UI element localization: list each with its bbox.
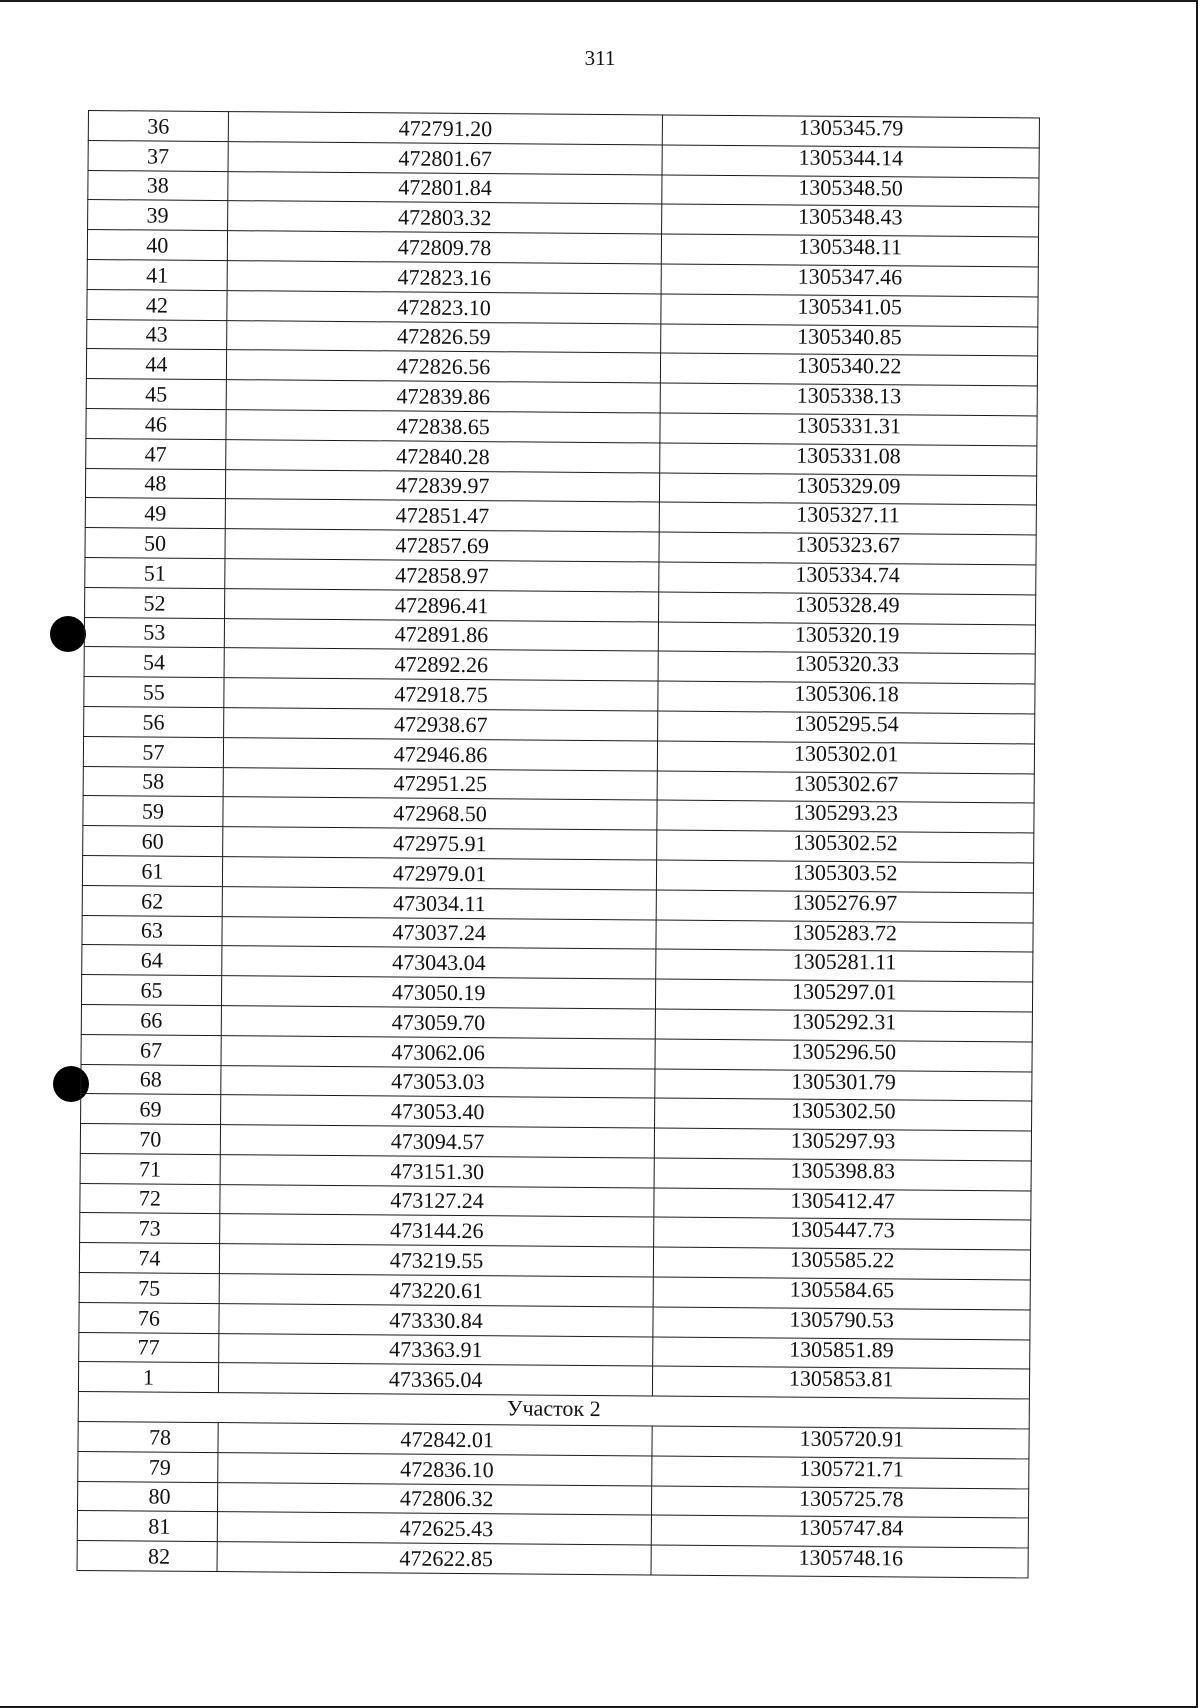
y-coordinate-cell: 1305323.67 — [659, 532, 1036, 565]
x-coordinate-cell: 472823.10 — [227, 290, 662, 323]
point-number-cell: 81 — [77, 1511, 217, 1542]
point-number-cell: 42 — [87, 289, 227, 320]
point-number-cell: 64 — [82, 945, 222, 976]
x-coordinate-cell: 473144.26 — [219, 1214, 654, 1247]
x-coordinate-cell: 473127.24 — [220, 1184, 655, 1217]
x-coordinate-cell: 473330.84 — [219, 1303, 654, 1336]
y-coordinate-cell: 1305281.11 — [656, 949, 1033, 982]
x-coordinate-cell: 473363.91 — [219, 1333, 654, 1366]
point-number-cell: 44 — [86, 349, 226, 380]
section-2-rows — [77, 1422, 1029, 1578]
y-coordinate-cell: 1305338.13 — [660, 383, 1037, 416]
point-number-cell: 78 — [78, 1422, 218, 1453]
point-number-cell: 63 — [82, 915, 222, 946]
point-number-cell: 66 — [81, 1004, 221, 1035]
x-coordinate-cell: 473151.30 — [220, 1154, 655, 1187]
point-number-cell: 50 — [85, 528, 225, 559]
y-coordinate-cell: 1305302.50 — [655, 1098, 1032, 1131]
x-coordinate-cell: 473062.06 — [221, 1035, 656, 1068]
x-coordinate-cell: 472840.28 — [226, 439, 661, 472]
point-number-cell: 80 — [77, 1481, 217, 1512]
y-coordinate-cell: 1305340.22 — [661, 353, 1038, 386]
x-coordinate-cell: 472826.59 — [226, 320, 661, 353]
point-number-cell: 39 — [88, 200, 228, 231]
y-coordinate-cell: 1305340.85 — [661, 324, 1038, 357]
x-coordinate-cell: 472896.41 — [224, 588, 659, 621]
y-coordinate-cell: 1305297.01 — [656, 979, 1033, 1012]
point-number-cell: 74 — [79, 1243, 219, 1274]
x-coordinate-cell: 472622.85 — [217, 1542, 652, 1575]
x-coordinate-cell: 473365.04 — [218, 1363, 653, 1396]
y-coordinate-cell: 1305334.74 — [659, 562, 1036, 595]
y-coordinate-cell: 1305301.79 — [655, 1068, 1032, 1101]
x-coordinate-cell: 472892.26 — [224, 648, 659, 681]
point-number-cell: 1 — [78, 1362, 218, 1393]
y-coordinate-cell: 1305412.47 — [654, 1188, 1031, 1221]
y-coordinate-cell: 1305341.05 — [661, 294, 1038, 327]
point-number-cell: 41 — [87, 259, 227, 290]
y-coordinate-cell: 1305720.91 — [652, 1426, 1029, 1459]
y-coordinate-cell: 1305328.49 — [659, 592, 1036, 625]
y-coordinate-cell: 1305302.67 — [657, 771, 1034, 804]
x-coordinate-cell: 472918.75 — [224, 678, 659, 711]
point-number-cell: 47 — [86, 438, 226, 469]
x-coordinate-cell: 472851.47 — [225, 499, 660, 532]
point-number-cell: 82 — [77, 1541, 217, 1572]
y-coordinate-cell: 1305302.01 — [658, 741, 1035, 774]
x-coordinate-cell: 473043.04 — [222, 946, 657, 979]
y-coordinate-cell: 1305296.50 — [655, 1039, 1032, 1072]
x-coordinate-cell: 472806.32 — [217, 1482, 652, 1515]
x-coordinate-cell: 472842.01 — [218, 1423, 653, 1456]
point-number-cell: 65 — [81, 975, 221, 1006]
coordinates-table — [77, 110, 1040, 1578]
y-coordinate-cell: 1305721.71 — [652, 1456, 1029, 1489]
point-number-cell: 62 — [82, 885, 222, 916]
y-coordinate-cell: 1305398.83 — [654, 1158, 1031, 1191]
y-coordinate-cell: 1305297.93 — [655, 1128, 1032, 1161]
y-coordinate-cell: 1305853.81 — [653, 1366, 1030, 1399]
x-coordinate-cell: 473034.11 — [222, 886, 657, 919]
x-coordinate-cell: 473053.03 — [221, 1065, 656, 1098]
x-coordinate-cell: 472968.50 — [223, 797, 658, 830]
x-coordinate-cell: 472836.10 — [218, 1452, 653, 1485]
point-number-cell: 37 — [88, 140, 228, 171]
y-coordinate-cell: 1305347.46 — [661, 264, 1038, 297]
point-number-cell: 73 — [80, 1213, 220, 1244]
point-number-cell: 46 — [86, 408, 226, 439]
x-coordinate-cell: 473059.70 — [221, 1005, 656, 1038]
point-number-cell: 57 — [83, 736, 223, 767]
x-coordinate-cell: 472857.69 — [225, 529, 660, 562]
x-coordinate-cell: 472946.86 — [223, 737, 658, 770]
x-coordinate-cell: 472858.97 — [225, 559, 660, 592]
x-coordinate-cell: 472801.67 — [228, 141, 663, 174]
point-number-cell: 56 — [84, 706, 224, 737]
section-1-rows — [78, 111, 1039, 1400]
point-number-cell: 61 — [82, 855, 222, 886]
y-coordinate-cell: 1305585.22 — [654, 1247, 1031, 1280]
y-coordinate-cell: 1305320.19 — [659, 622, 1036, 655]
point-number-cell: 36 — [88, 111, 228, 142]
point-number-cell: 79 — [78, 1451, 218, 1482]
x-coordinate-cell: 472625.43 — [217, 1512, 652, 1545]
point-number-cell: 51 — [85, 557, 225, 588]
point-number-cell: 67 — [81, 1034, 221, 1065]
y-coordinate-cell: 1305331.31 — [660, 413, 1037, 446]
y-coordinate-cell: 1305292.31 — [656, 1009, 1033, 1042]
point-number-cell: 43 — [87, 319, 227, 350]
x-coordinate-cell: 472791.20 — [228, 112, 663, 145]
section-title: Участок 2 — [78, 1392, 1029, 1429]
x-coordinate-cell: 472838.65 — [226, 410, 661, 443]
point-number-cell: 59 — [83, 796, 223, 827]
x-coordinate-cell: 472826.56 — [226, 350, 661, 383]
point-number-cell: 58 — [83, 766, 223, 797]
point-number-cell: 49 — [85, 498, 225, 529]
y-coordinate-cell: 1305320.33 — [658, 651, 1035, 684]
y-coordinate-cell: 1305344.14 — [662, 145, 1039, 178]
x-coordinate-cell: 472809.78 — [227, 231, 662, 264]
y-coordinate-cell: 1305748.16 — [651, 1545, 1028, 1578]
x-coordinate-cell: 472979.01 — [222, 857, 657, 890]
y-coordinate-cell: 1305348.11 — [662, 234, 1039, 267]
y-coordinate-cell: 1305293.23 — [657, 800, 1034, 833]
y-coordinate-cell: 1305851.89 — [653, 1337, 1030, 1370]
point-number-cell: 69 — [81, 1094, 221, 1125]
x-coordinate-cell: 472803.32 — [227, 201, 662, 234]
x-coordinate-cell: 473050.19 — [221, 976, 656, 1009]
y-coordinate-cell: 1305747.84 — [652, 1515, 1029, 1548]
y-coordinate-cell: 1305725.78 — [652, 1486, 1029, 1519]
x-coordinate-cell: 472823.16 — [227, 261, 662, 294]
point-number-cell: 38 — [88, 170, 228, 201]
y-coordinate-cell: 1305303.52 — [657, 860, 1034, 893]
table-row — [77, 1541, 1028, 1578]
x-coordinate-cell: 472891.86 — [224, 618, 659, 651]
x-coordinate-cell: 473094.57 — [220, 1125, 655, 1158]
y-coordinate-cell: 1305283.72 — [656, 920, 1033, 953]
point-number-cell: 52 — [85, 587, 225, 618]
y-coordinate-cell: 1305345.79 — [663, 115, 1040, 148]
x-coordinate-cell: 472938.67 — [223, 708, 658, 741]
y-coordinate-cell: 1305447.73 — [654, 1217, 1031, 1250]
y-coordinate-cell: 1305327.11 — [660, 502, 1037, 535]
y-coordinate-cell: 1305790.53 — [653, 1307, 1030, 1340]
x-coordinate-cell: 472975.91 — [222, 827, 657, 860]
point-number-cell: 55 — [84, 677, 224, 708]
point-number-cell: 75 — [79, 1273, 219, 1304]
y-coordinate-cell: 1305306.18 — [658, 681, 1035, 714]
point-number-cell: 54 — [84, 647, 224, 678]
x-coordinate-cell: 473053.40 — [220, 1095, 655, 1128]
x-coordinate-cell: 472951.25 — [223, 767, 658, 800]
point-number-cell: 68 — [81, 1064, 221, 1095]
point-number-cell: 48 — [85, 468, 225, 499]
x-coordinate-cell: 472801.84 — [228, 171, 663, 204]
point-number-cell: 40 — [87, 230, 227, 261]
point-number-cell: 60 — [83, 826, 223, 857]
point-number-cell: 72 — [80, 1183, 220, 1214]
y-coordinate-cell: 1305302.52 — [657, 830, 1034, 863]
point-number-cell: 77 — [79, 1332, 219, 1363]
y-coordinate-cell: 1305276.97 — [657, 890, 1034, 923]
x-coordinate-cell: 473220.61 — [219, 1274, 654, 1307]
x-coordinate-cell: 473219.55 — [219, 1244, 654, 1277]
x-coordinate-cell: 472839.86 — [226, 380, 661, 413]
y-coordinate-cell: 1305331.08 — [660, 443, 1037, 476]
point-number-cell: 70 — [80, 1124, 220, 1155]
y-coordinate-cell: 1305348.43 — [662, 204, 1039, 237]
x-coordinate-cell: 473037.24 — [222, 916, 657, 949]
x-coordinate-cell: 472839.97 — [225, 469, 660, 502]
punch-hole-mark — [50, 616, 86, 652]
point-number-cell: 45 — [86, 379, 226, 410]
y-coordinate-cell: 1305295.54 — [658, 711, 1035, 744]
point-number-cell: 71 — [80, 1153, 220, 1184]
point-number-cell: 76 — [79, 1302, 219, 1333]
point-number-cell: 53 — [84, 617, 224, 648]
y-coordinate-cell: 1305329.09 — [660, 473, 1037, 506]
y-coordinate-cell: 1305584.65 — [653, 1277, 1030, 1310]
y-coordinate-cell: 1305348.50 — [662, 175, 1039, 208]
page-number: 311 — [584, 46, 616, 70]
